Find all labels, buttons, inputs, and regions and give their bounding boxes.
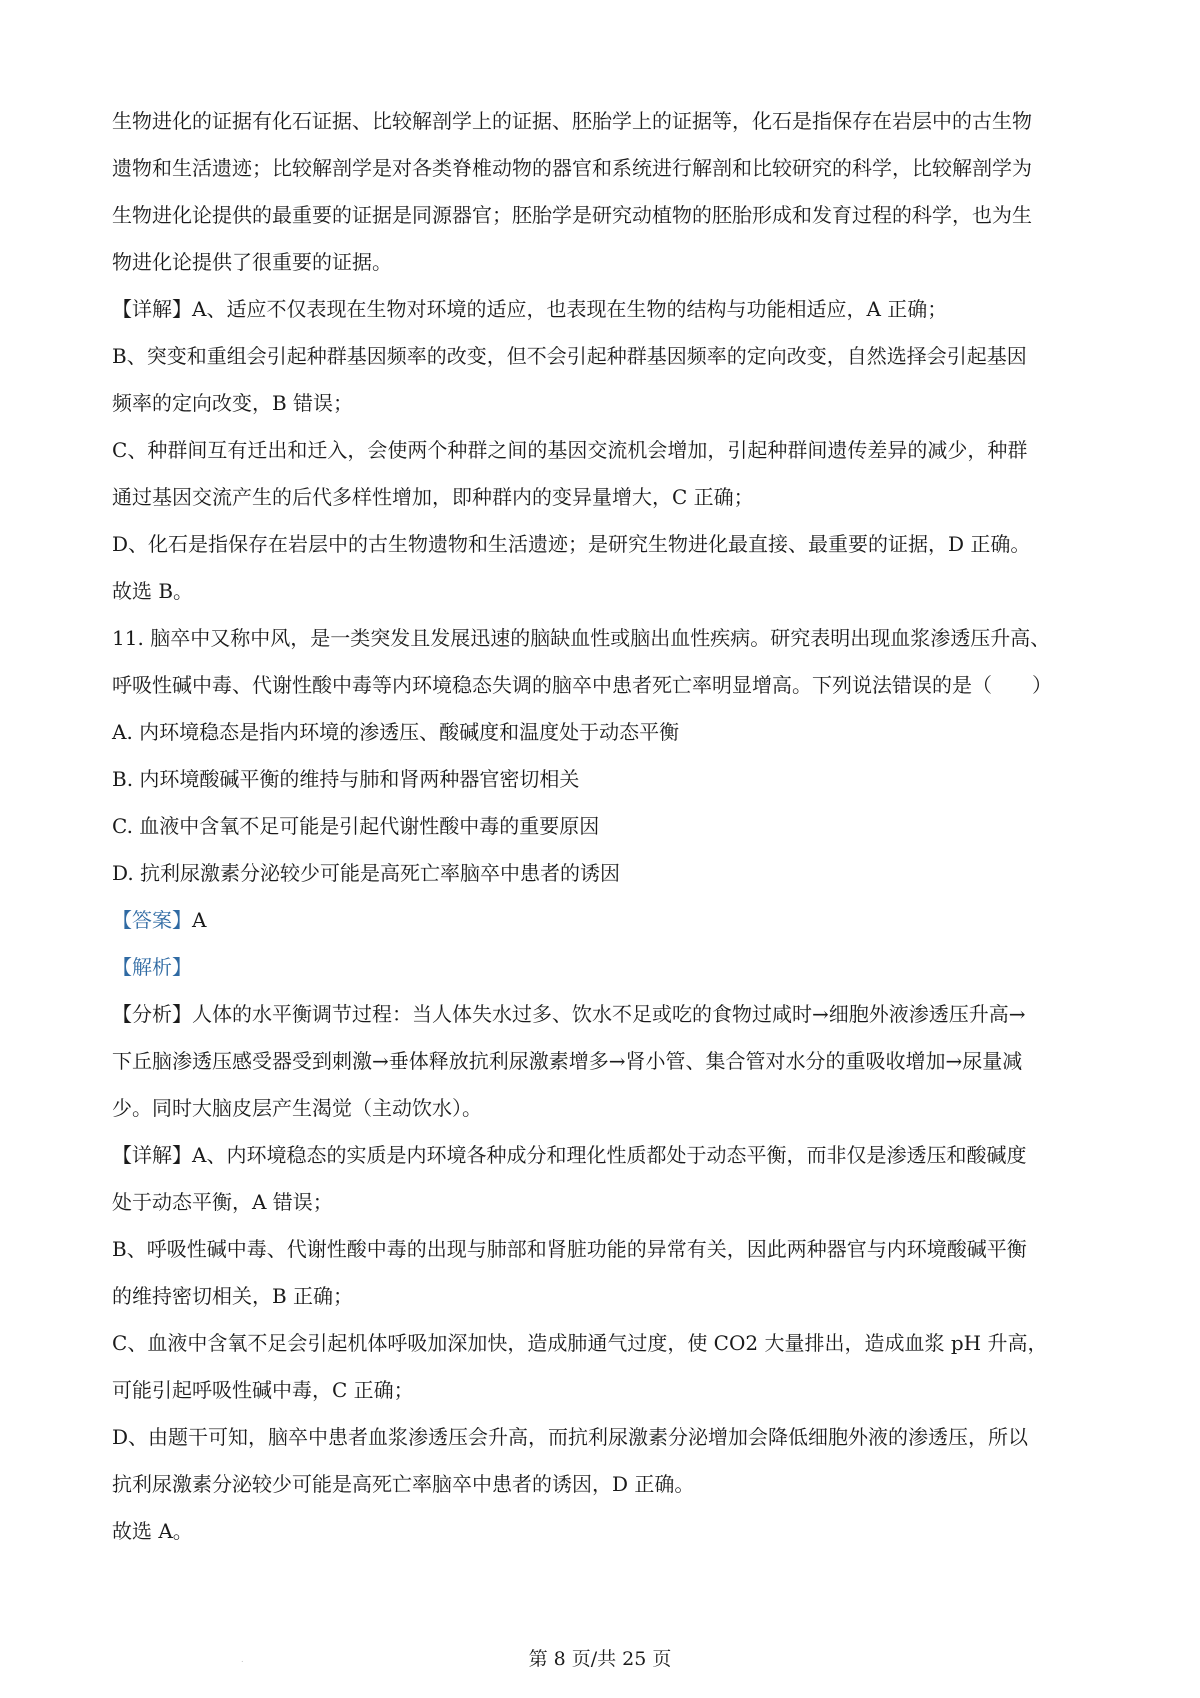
- answer-tag: 【答案】: [112, 908, 192, 932]
- paragraph-q11-analysis: [112, 991, 1102, 1132]
- text-line: 的维持密切相关，B 正确；: [112, 1284, 354, 1308]
- option-d: D. 抗利尿激素分泌较少可能是高死亡率脑卒中患者的诱因: [112, 861, 621, 885]
- option-b: B. 内环境酸碱平衡的维持与肺和肾两种器官密切相关: [112, 767, 580, 791]
- text-line: C、血液中含氧不足会引起机体呼吸加深加快，造成肺通气过度，使 CO2 大量排出，造成血浆 pH 升高，: [112, 1331, 1048, 1355]
- text-line: 【详解】A、适应不仅表现在生物对环境的适应，也表现在生物的结构与功能相适应，A 正确；: [112, 297, 948, 321]
- question-11: [112, 615, 1102, 897]
- text-line: B、呼吸性碱中毒、代谢性酸中毒的出现与肺部和肾脏功能的异常有关，因此两种器官与内环境酸碱平衡: [112, 1237, 1027, 1261]
- text-line: 故选 A。: [112, 1519, 193, 1543]
- option-a: A. 内环境稳态是指内环境的渗透压、酸碱度和温度处于动态平衡: [112, 720, 680, 744]
- text-line: 抗利尿激素分泌较少可能是高死亡率脑卒中患者的诱因，D 正确。: [112, 1472, 695, 1496]
- text-line: C、种群间互有迁出和迁入，会使两个种群之间的基因交流机会增加，引起种群间遗传差异的减少，种群: [112, 438, 1028, 462]
- text-line: D、由题干可知，脑卒中患者血浆渗透压会升高，而抗利尿激素分泌增加会降低细胞外液的渗透压，所以: [112, 1425, 1029, 1449]
- option-c: C. 血液中含氧不足可能是引起代谢性酸中毒的重要原因: [112, 814, 600, 838]
- page-number: 第 8 页/共 25 页: [528, 1648, 672, 1670]
- answer-line: [112, 897, 1102, 944]
- footer-dot: .: [241, 1655, 244, 1664]
- text-line: 下丘脑渗透压感受器受到刺激→垂体释放抗利尿激素增多→肾小管、集合管对水分的重吸收增加→尿量减: [112, 1049, 1023, 1073]
- text-line: D、化石是指保存在岩层中的古生物遗物和生活遗迹；是研究生物进化最直接、最重要的证据，D 正确。: [112, 532, 1031, 556]
- text-line: 【分析】人体的水平衡调节过程：当人体失水过多、饮水不足或吃的食物过咸时→细胞外液渗透压升高→: [112, 1002, 1026, 1026]
- text-line: B、突变和重组会引起种群基因频率的改变，但不会引起种群基因频率的定向改变，自然选择会引起基因: [112, 344, 1027, 368]
- text-line: 通过基因交流产生的后代多样性增加，即种群内的变异量增大，C 正确；: [112, 485, 754, 509]
- paragraph-q10-detail: [112, 286, 1102, 615]
- text-line: 处于动态平衡，A 错误；: [112, 1190, 333, 1214]
- question-stem-line: 11. 脑卒中又称中风，是一类突发且发展迅速的脑缺血性或脑出血性疾病。研究表明出现血浆渗透压升高、: [112, 626, 1051, 650]
- analysis-tag: 【解析】: [112, 955, 192, 979]
- paragraph-q11-detail: [112, 1132, 1102, 1555]
- text-line: 物进化论提供了很重要的证据。: [112, 250, 392, 274]
- text-line: 少。同时大脑皮层产生渴觉（主动饮水）。: [112, 1096, 482, 1120]
- text-line: 生物进化的证据有化石证据、比较解剖学上的证据、胚胎学上的证据等，化石是指保存在岩层中的古生物: [112, 109, 1032, 133]
- question-stem-line: 呼吸性碱中毒、代谢性酸中毒等内环境稳态失调的脑卒中患者死亡率明显增高。下列说法错误的是（ ）: [112, 673, 1052, 697]
- text-line: 可能引起呼吸性碱中毒，C 正确；: [112, 1378, 414, 1402]
- page-body: [112, 98, 1102, 1555]
- text-line: 生物进化论提供的最重要的证据是同源器官；胚胎学是研究动植物的胚胎形成和发育过程的科学，也为生: [112, 203, 1032, 227]
- text-line: 【详解】A、内环境稳态的实质是内环境各种成分和理化性质都处于动态平衡，而非仅是渗透压和酸碱度: [112, 1143, 1027, 1167]
- answer-section: [112, 897, 1102, 991]
- text-line: 故选 B。: [112, 579, 194, 603]
- text-line: 频率的定向改变，B 错误；: [112, 391, 354, 415]
- paragraph-evidence: [112, 98, 1102, 286]
- text-line: 遗物和生活遗迹；比较解剖学是对各类脊椎动物的器官和系统进行解剖和比较研究的科学，比较解剖学为: [112, 156, 1032, 180]
- answer-value: A: [192, 908, 207, 932]
